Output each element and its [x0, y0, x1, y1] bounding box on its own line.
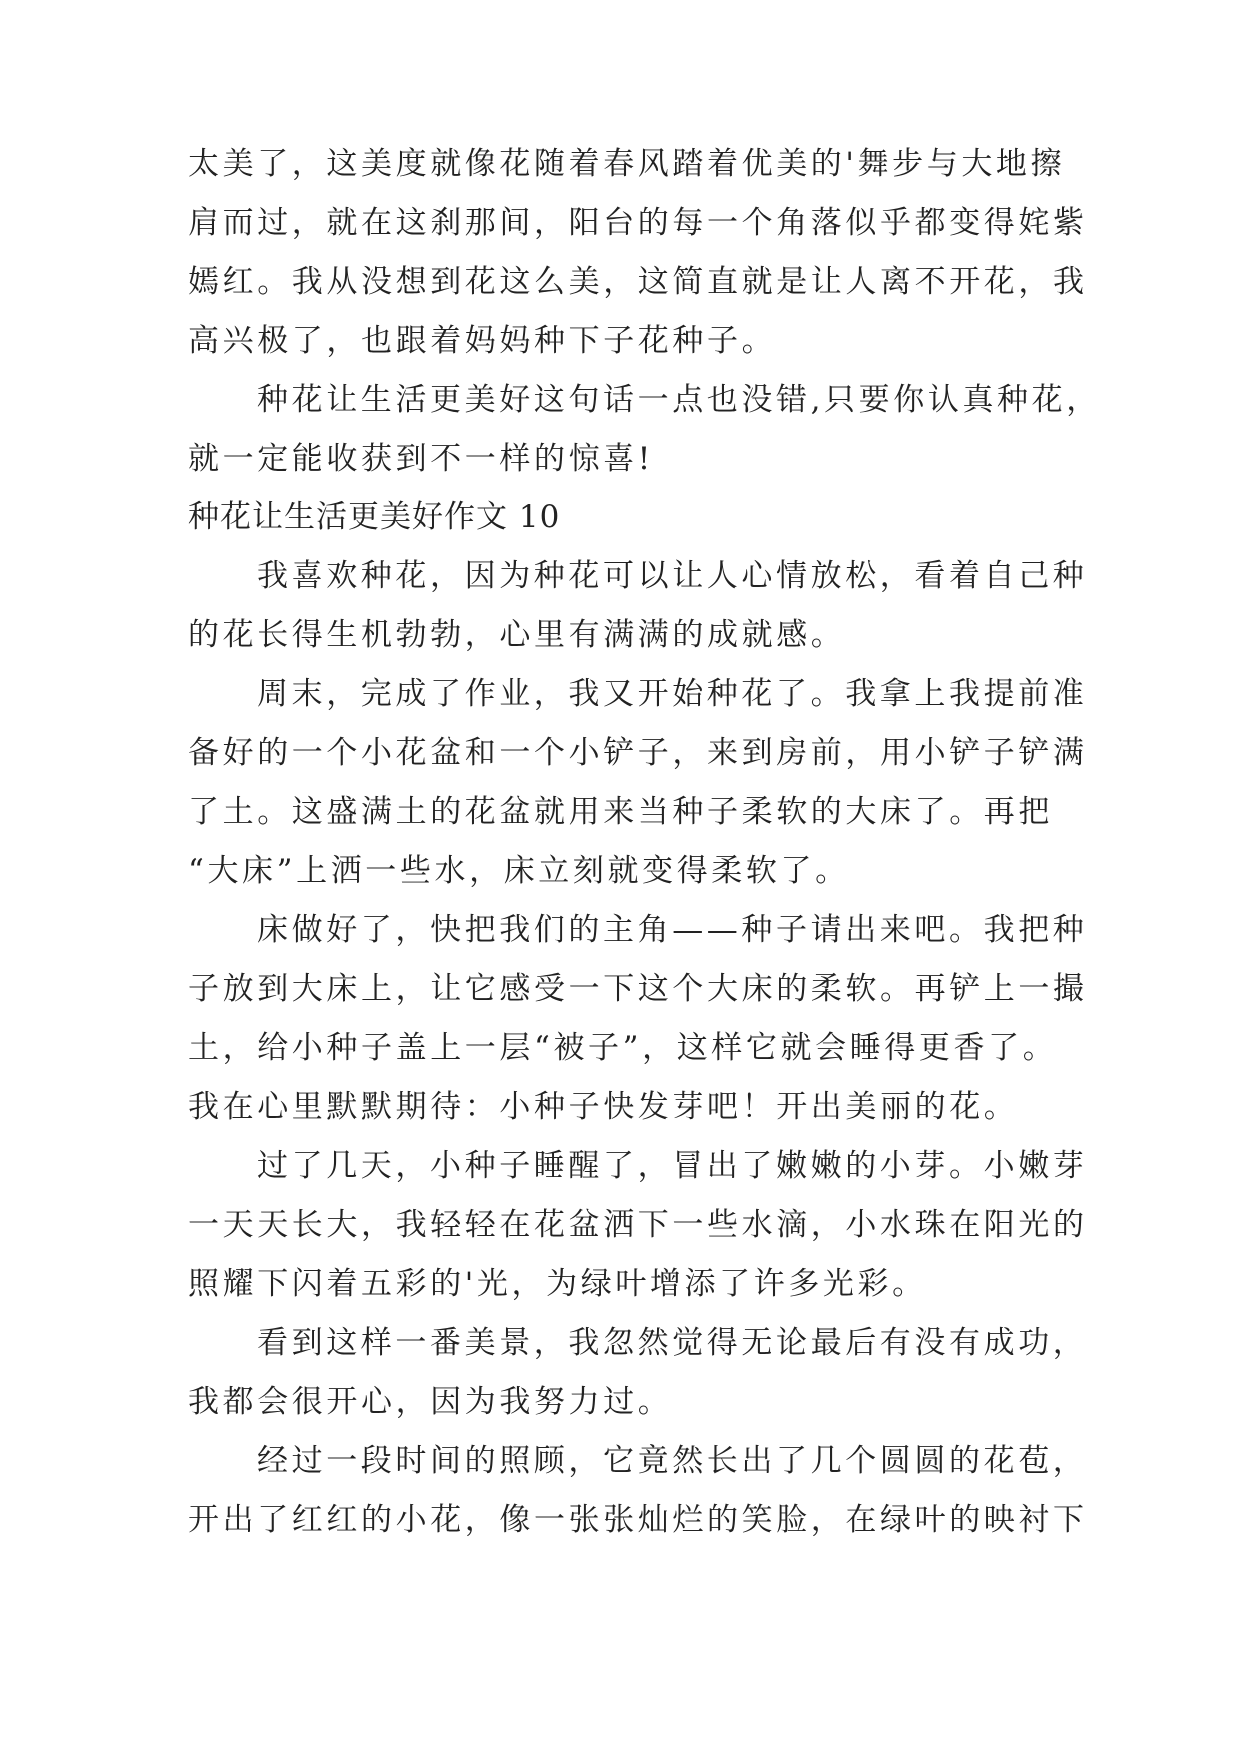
text-line: 就一定能收获到不一样的惊喜! — [188, 441, 654, 477]
text-line: 备好的一个小花盆和一个小铲子，来到房前，用小铲子铲满 — [188, 735, 1088, 771]
paragraph-first-line: 经过一段时间的照顾，它竟然长出了几个圆圆的花苞， — [257, 1443, 1088, 1479]
text-line: “大床”上洒一些水，床立刻就变得柔软了。 — [188, 853, 850, 889]
text-line: 的花长得生机勃勃，心里有满满的成就感。 — [188, 617, 846, 653]
text-line: 嫣红。我从没想到花这么美，这简直就是让人离不开花，我 — [188, 264, 1088, 300]
text-line: 子放到大床上，让它感受一下这个大床的柔软。再铲上一撮 — [188, 971, 1088, 1007]
text-line: 肩而过，就在这刹那间，阳台的每一个角落似乎都变得姹紫 — [188, 205, 1088, 241]
text-line: 一天天长大，我轻轻在花盆洒下一些水滴，小水珠在阳光的 — [188, 1207, 1088, 1243]
paragraph-first-line: 我喜欢种花，因为种花可以让人心情放松，看着自己种 — [257, 558, 1088, 594]
paragraph-first-line: 过了几天，小种子睡醒了，冒出了嫩嫩的小芽。小嫩芽 — [257, 1148, 1088, 1184]
text-line: 开出了红红的小花，像一张张灿烂的笑脸，在绿叶的映衬下 — [188, 1502, 1088, 1538]
text-line: 土，给小种子盖上一层“被子”，这样它就会睡得更香了。 — [188, 1030, 1058, 1066]
section-heading: 种花让生活更美好作文 10 — [188, 499, 561, 535]
paragraph-first-line: 看到这样一番美景，我忽然觉得无论最后有没有成功， — [257, 1325, 1088, 1361]
text-line: 了土。这盛满土的花盆就用来当种子柔软的大床了。再把 — [188, 794, 1053, 830]
text-line: 太美了，这美度就像花随着春风踏着优美的'舞步与大地擦 — [188, 146, 1066, 182]
text-line: 我在心里默默期待：小种子快发芽吧！开出美丽的花。 — [188, 1089, 1019, 1125]
paragraph-first-line: 周末，完成了作业，我又开始种花了。我拿上我提前准 — [257, 676, 1088, 712]
text-line: 我都会很开心，因为我努力过。 — [188, 1384, 673, 1420]
text-line: 高兴极了，也跟着妈妈种下子花种子。 — [188, 323, 777, 359]
paragraph-first-line: 床做好了，快把我们的主角——种子请出来吧。我把种 — [257, 912, 1088, 948]
text-line: 照耀下闪着五彩的'光，为绿叶增添了许多光彩。 — [188, 1266, 927, 1302]
paragraph-first-line: 种花让生活更美好这句话一点也没错,只要你认真种花， — [257, 382, 1101, 418]
